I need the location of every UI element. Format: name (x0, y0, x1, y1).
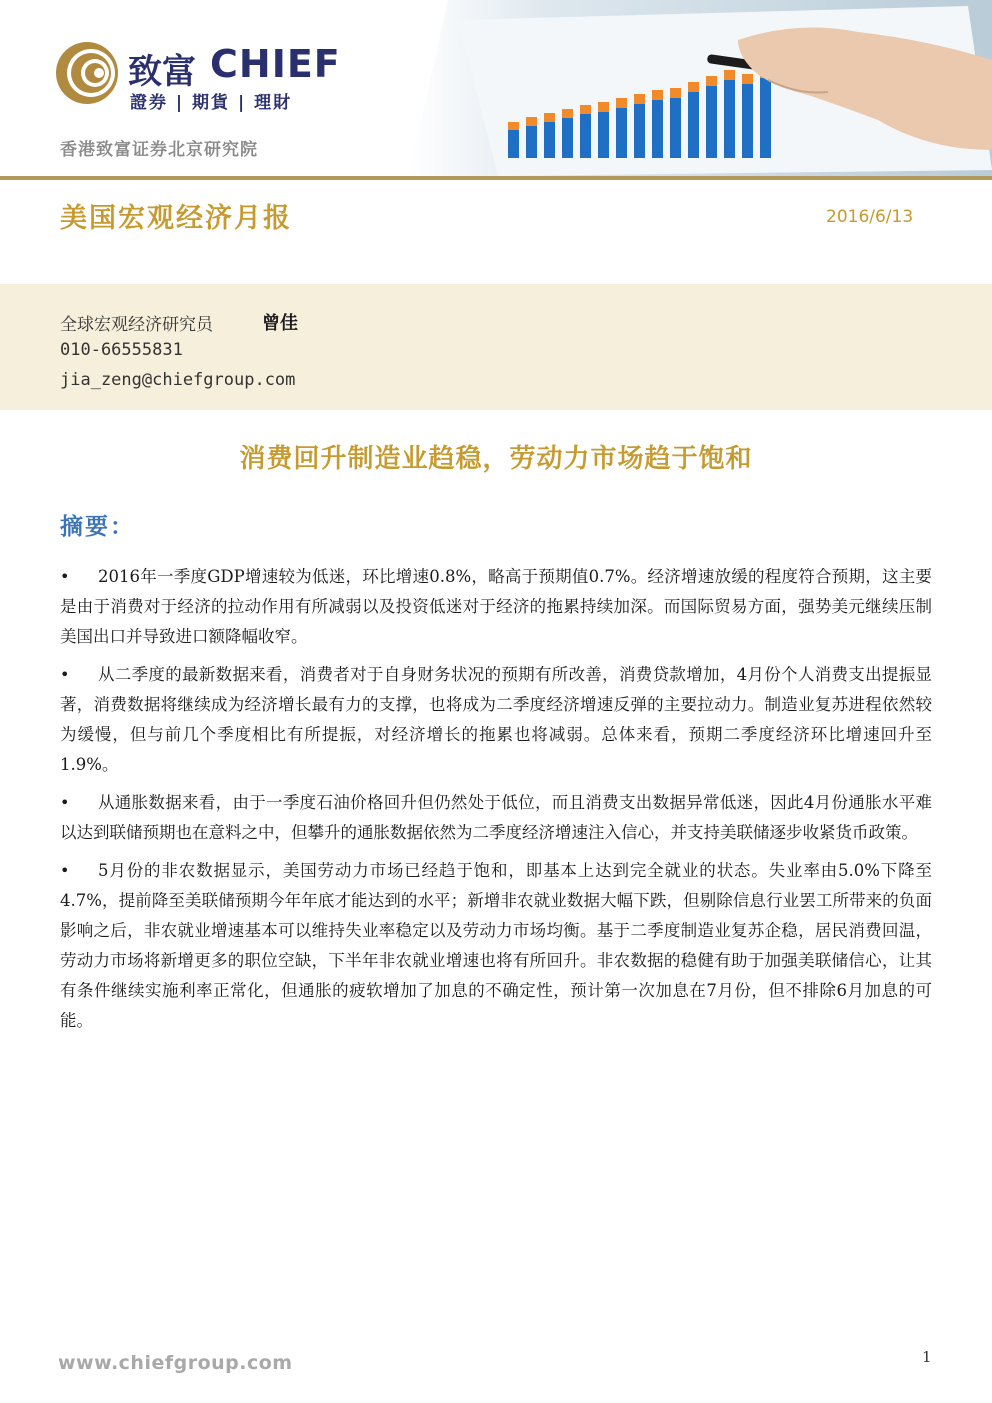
summary-bullet-text: 从通胀数据来看，由于一季度石油价格回升但仍然处于低位，而且消费支出数据异常低迷，因此4月份通胀水平难以达到联储预期也在意料之中，但攀升的通胀数据依然为二季度经济增速注入信心，并支持美联储逐步收紧货币政策。 (60, 793, 932, 842)
header-chart-photo (408, 0, 992, 180)
summary-bullet-list (60, 562, 932, 1044)
summary-bullet (60, 856, 932, 1036)
page-header (0, 0, 992, 180)
author-name: 曾佳 (262, 313, 298, 334)
summary-bullet (60, 660, 932, 780)
page-number: 1 (922, 1348, 932, 1366)
summary-heading: 摘要： (60, 513, 135, 540)
report-headline: 消费回升制造业趋稳，劳动力市场趋于饱和 (239, 444, 753, 474)
bullet-dot-icon: • (60, 567, 70, 586)
author-phone: 010-66555831 (60, 340, 183, 360)
summary-bullet-text: 5月份的非农数据显示，美国劳动力市场已经趋于饱和，即基本上达到完全就业的状态。失业率由5.0%下降至4.7%，提前降至美联储预期今年年底才能达到的水平；新增非农就业数据大幅下跌，但剔除信息行业罢工所带来的负面影响之后，非农就业增速基本可以维持失业率稳定以及劳动力市场均衡。基于二季度制造业复苏企稳，居民消费回温，劳动力市场将新增更多的职位空缺，下半年非农就业增速也将有所回升。非农数据的稳健有助于加强美联储信心，让其有条件继续实施利率正常化，但通胀的疲软增加了加息的不确定性，预计第一次加息在7月份，但不排除6月加息的可能。 (60, 861, 932, 1030)
summary-bullet-text: 从二季度的最新数据来看，消费者对于自身财务状况的预期有所改善，消费贷款增加，4月份个人消费支出提振显著，消费数据将继续成为经济增长最有力的支撑，也将成为二季度经济增速反弹的主要拉动力。制造业复苏进程依然较为缓慢，但与前几个季度相比有所提振，对经济增长的拖累也将减弱。总体来看，预期二季度经济环比增速回升至1.9%。 (60, 665, 932, 774)
author-info-box (0, 284, 992, 410)
author-role: 全球宏观经济研究员 (60, 315, 213, 335)
report-title: 美国宏观经济月报 (60, 203, 292, 234)
report-date: 2016/6/13 (826, 207, 914, 227)
footer-website-link[interactable]: www.chiefgroup.com (58, 1352, 293, 1374)
logo-english-name: CHIEF (210, 42, 341, 86)
header-divider (0, 176, 992, 180)
institute-name: 香港致富证券北京研究院 (60, 140, 258, 160)
chief-logo-icon (54, 40, 120, 106)
logo-subtitle: 證券 | 期貨 | 理財 (130, 93, 293, 113)
bullet-dot-icon: • (60, 793, 70, 812)
bullet-dot-icon: • (60, 665, 70, 684)
summary-bullet (60, 788, 932, 848)
summary-bullet (60, 562, 932, 652)
logo-chinese-name: 致富 (128, 52, 196, 92)
summary-bullet-text: 2016年一季度GDP增速较为低迷，环比增速0.8%，略高于预期值0.7%。经济增速放缓的程度符合预期，这主要是由于消费对于经济的拉动作用有所减弱以及投资低迷对于经济的拖累持续加深。而国际贸易方面，强势美元继续压制美国出口并导致进口额降幅收窄。 (60, 567, 932, 646)
author-email: jia_zeng@chiefgroup.com (60, 370, 296, 390)
bullet-dot-icon: • (60, 861, 70, 880)
